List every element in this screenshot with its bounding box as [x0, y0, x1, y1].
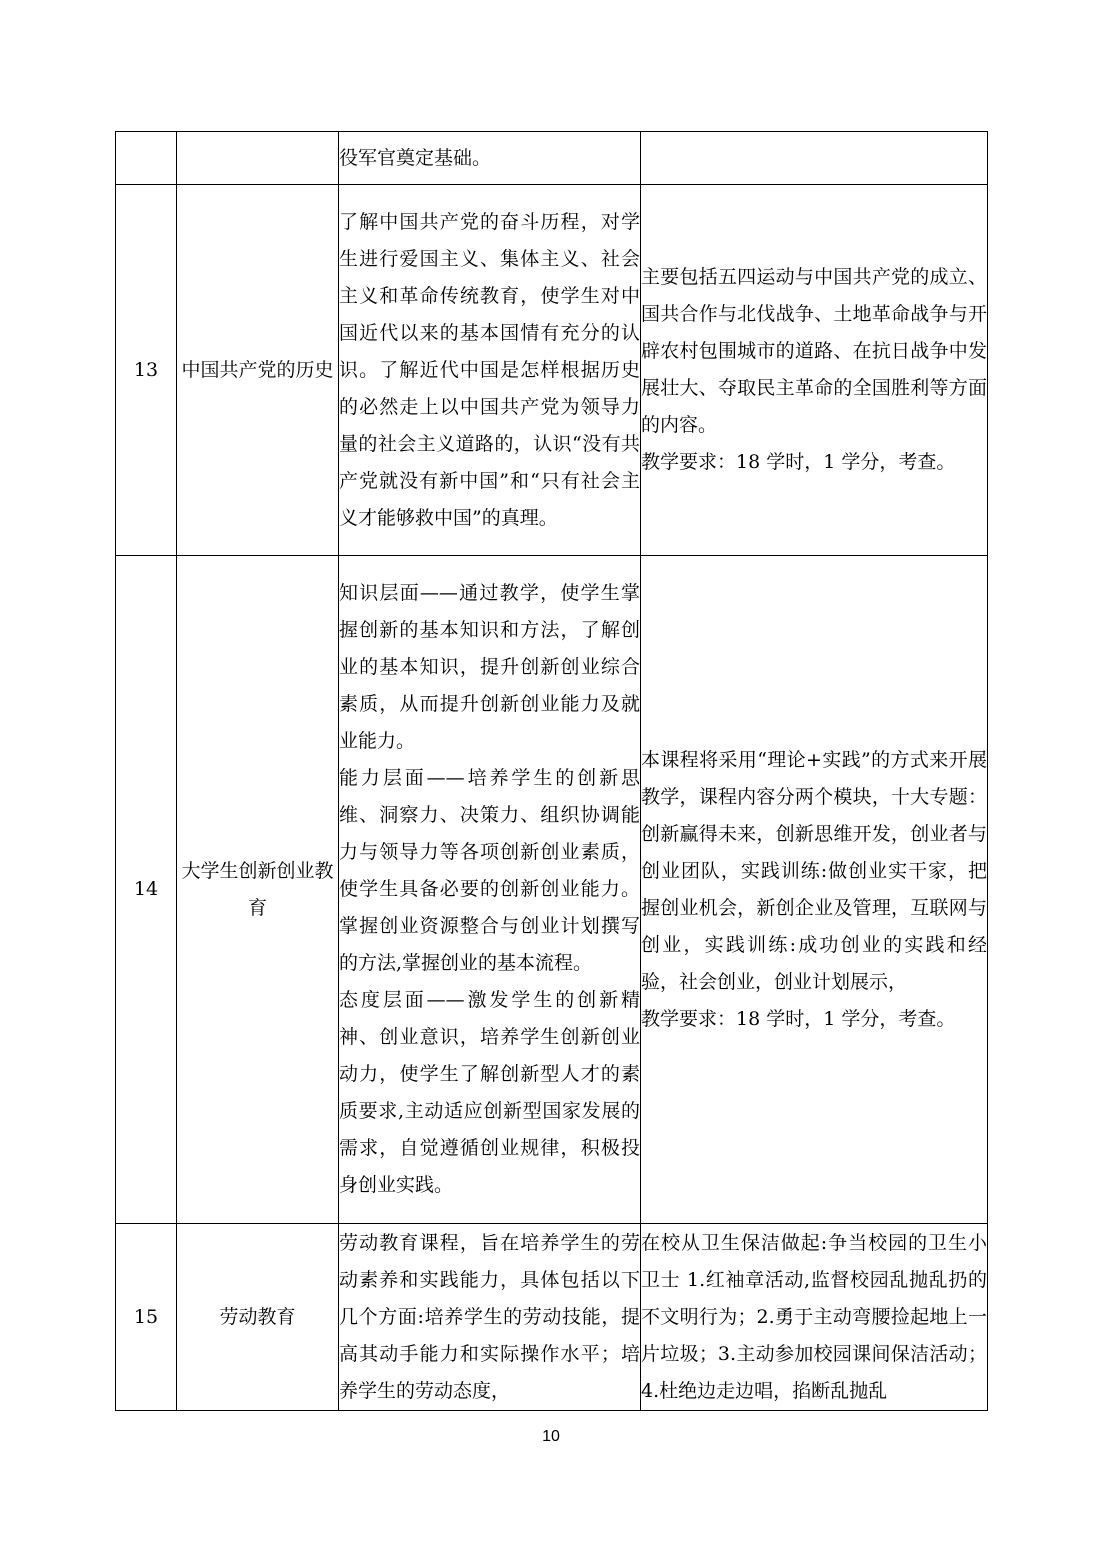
teaching-requirement: 教学要求：18 学时，1 学分，考查。 [641, 1007, 956, 1030]
course-content-cell [641, 1224, 988, 1411]
course-content-cell [641, 132, 988, 185]
course-goal-cell [339, 185, 641, 556]
row-number-cell: 15 [116, 1224, 177, 1411]
content-paragraph: 在校从卫生保洁做起:争当校园的卫生小卫士 1.红袖章活动,监督校园乱抛乱扔的不文明行为；2.勇于主动弯腰捡起地上一片垃圾；3.主动参加校园课间保洁活动；4.杜绝边走边唱，掐断乱抛乱 [641, 1231, 987, 1402]
table-row [116, 1224, 988, 1411]
content-paragraph: 本课程将采用“理论+实践”的方式来开展教学，课程内容分两个模块，十大专题：创新赢得未来，创新思维开发，创业者与创业团队，实践训练:做创业实干家，把握创业机会，新创企业及管理，互联网与创业，实践训练:成功创业的实践和经验，社会创业，创业计划展示， [641, 748, 987, 993]
goal-paragraph: 劳动教育课程，旨在培养学生的劳动素养和实践能力，具体包括以下几个方面:培养学生的劳动技能，提高其动手能力和实际操作水平；培养学生的劳动态度， [339, 1231, 640, 1402]
row-number-cell [116, 132, 177, 185]
table-row [116, 556, 988, 1224]
row-number-cell: 13 [116, 185, 177, 556]
course-name-cell: 劳动教育 [177, 1224, 339, 1411]
course-name-cell: 大学生创新创业教育 [177, 556, 339, 1224]
row-number-cell: 14 [116, 556, 177, 1224]
course-name-cell: 中国共产党的历史 [177, 185, 339, 556]
course-table [115, 131, 988, 1411]
table-row [116, 132, 988, 185]
teaching-requirement: 教学要求：18 学时，1 学分，考查。 [641, 451, 956, 473]
goal-paragraph: 知识层面——通过教学，使学生掌握创新的基本知识和方法，了解创业的基本知识，提升创新创业综合素质，从而提升创新创业能力及就业能力。 [339, 582, 640, 752]
course-goal-cell [339, 132, 641, 185]
content-paragraph: 主要包括五四运动与中国共产党的成立、国共合作与北伐战争、土地革命战争与开辟农村包围城市的道路、在抗日战争中发展壮大、夺取民主革命的全国胜利等方面的内容。 [641, 266, 987, 436]
course-goal-cell [339, 1224, 641, 1411]
course-name-cell [177, 132, 339, 185]
goal-paragraph: 能力层面——培养学生的创新思维、洞察力、决策力、组织协调能力与领导力等各项创新创业素质，使学生具备必要的创新创业能力。掌握创业资源整合与创业计划撰写的方法,掌握创业的基本流程。 [339, 767, 640, 974]
goal-paragraph: 役军官奠定基础。 [339, 146, 492, 169]
goal-paragraph: 了解中国共产党的奋斗历程，对学生进行爱国主义、集体主义、社会主义和革命传统教育，使学生对中国近代以来的基本国情有充分的认识。了解近代中国是怎样根据历史的必然走上以中国共产党为领导力量的社会主义道路的，认识“没有共产党就没有新中国”和“只有社会主义才能够救中国”的真理。 [339, 210, 640, 529]
goal-paragraph: 态度层面——激发学生的创新精神、创业意识，培养学生创新创业动力，使学生了解创新型人才的素质要求,主动适应创新型国家发展的需求，自觉遵循创业规律，积极投身创业实践。 [339, 989, 640, 1196]
table-row [116, 185, 988, 556]
course-goal-cell [339, 556, 641, 1224]
page-number: 10 [542, 1428, 560, 1445]
course-content-cell [641, 556, 988, 1224]
course-content-cell [641, 185, 988, 556]
